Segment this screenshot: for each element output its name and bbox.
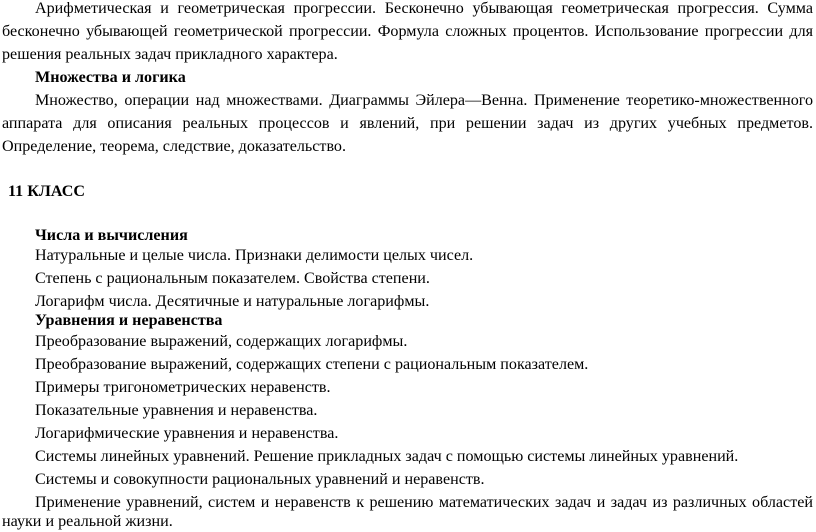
paragraph-applications-line-1: Применение уравнений, систем и неравенств к решению математических задач и задач из различных областей bbox=[35, 494, 813, 511]
paragraph-sets-line-3: Определение, теорема, следствие, доказательство. bbox=[2, 138, 347, 155]
heading-numbers-and-computations: Числа и вычисления bbox=[35, 227, 188, 244]
list-item: Примеры тригонометрических неравенств. bbox=[35, 379, 331, 396]
paragraph-progressions-line-3: решения реальных задач прикладного характера. bbox=[2, 46, 338, 63]
list-item: Показательные уравнения и неравенства. bbox=[35, 402, 318, 419]
paragraph-sets-line-2: аппарата для описания реальных процессов и явлений, при решении задач из других учебных предметов. bbox=[2, 115, 813, 132]
list-item: Степень с рациональным показателем. Свойства степени. bbox=[35, 270, 430, 287]
list-item: Логарифмические уравнения и неравенства. bbox=[35, 425, 339, 442]
list-item: Преобразование выражений, содержащих степени с рациональным показателем. bbox=[35, 356, 589, 373]
list-item: Преобразование выражений, содержащих логарифмы. bbox=[35, 333, 408, 350]
paragraph-progressions-line-2: бесконечно убывающей геометрической прогрессии. Формула сложных процентов. Использование прогрессии для bbox=[2, 23, 813, 40]
paragraph-sets-line-1: Множество, операции над множествами. Диаграммы Эйлера—Венна. Применение теоретико-множественного bbox=[35, 92, 813, 109]
heading-grade-11: 11 КЛАСС bbox=[8, 183, 85, 200]
paragraph-progressions-line-1: Арифметическая и геометрическая прогрессии. Бесконечно убывающая геометрическая прогрессия. Сумма bbox=[35, 0, 813, 17]
heading-sets-and-logic: Множества и логика bbox=[35, 69, 186, 86]
heading-equations-and-inequalities: Уравнения и неравенства bbox=[35, 312, 223, 329]
list-item: Натуральные и целые числа. Признаки делимости целых чисел. bbox=[35, 247, 474, 264]
paragraph-applications-line-2: науки и реальной жизни. bbox=[2, 513, 173, 530]
list-item: Системы линейных уравнений. Решение прикладных задач с помощью системы линейных уравнений. bbox=[35, 448, 739, 465]
list-item: Логарифм числа. Десятичные и натуральные логарифмы. bbox=[35, 293, 430, 310]
list-item: Системы и совокупности рациональных уравнений и неравенств. bbox=[35, 471, 485, 488]
